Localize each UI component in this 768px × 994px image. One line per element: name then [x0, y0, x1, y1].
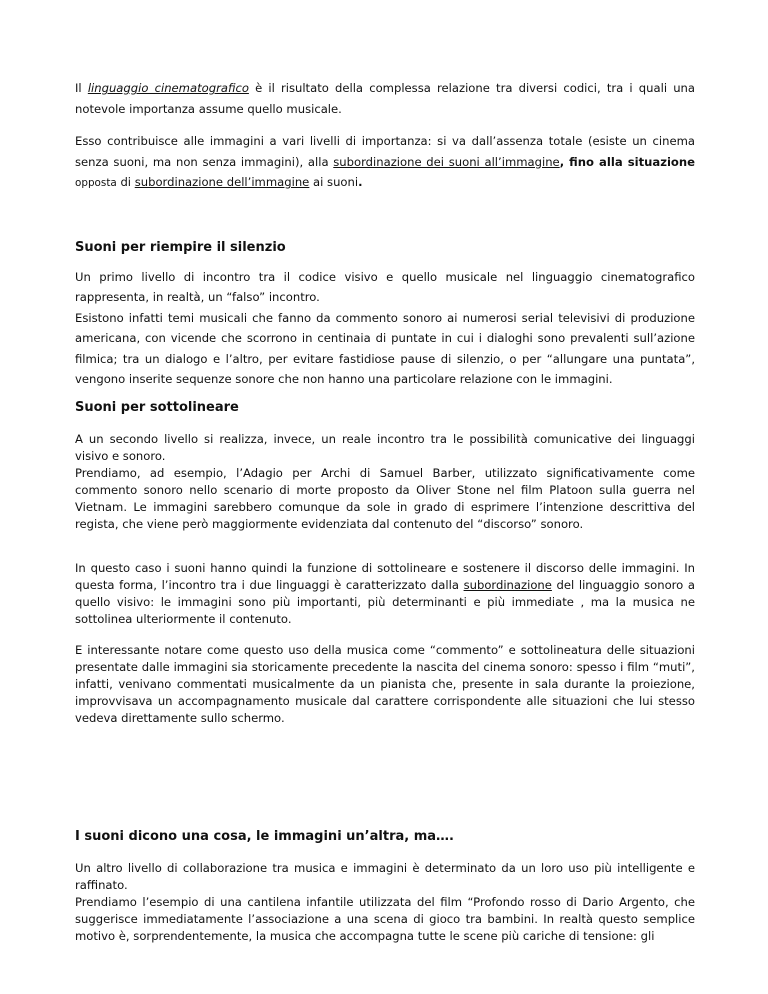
document-page	[75, 78, 695, 945]
section2-paragraph-2: Prendiamo, ad esempio, l’Adagio per Archi di Samuel Barber, utilizzato significativamente come commento sonoro nello scenario di morte proposto da Oliver Stone nel film Platoon sulla guerra nel Vietnam. Le immagini sarebbero comunque da sole in grado di esprimere l’intenzione descrittiva del regista, che viene però maggiormente evidenziata dal contenuto del “discorso” sonoro.	[75, 465, 695, 531]
section3-paragraph-1: Un altro livello di collaborazione tra musica e immagini è determinato da un loro uso più intelligente e raffinato.	[75, 860, 695, 892]
term-subordinazione-suoni: subordinazione dei suoni all’immagine	[333, 154, 560, 169]
section2-paragraph-3: In questo caso i suoni hanno quindi la funzione di sottolineare e sostenere il discorso delle immagini. In questa forma, l’incontro tra i due linguaggi è caratterizzato dalla subordinazione del linguaggio sonoro a quello visivo: le immagini sono più importanti, più determinanti e più immediate , ma la musica ne sottolinea ulteriormente il contenuto.	[75, 560, 695, 626]
intro-paragraph-2: Esso contribuisce alle immagini a vari livelli di importanza: si va dall’assenza totale (esiste un cinema senza suoni, ma non senza immagini), alla subordinazione dei suoni all’immagine, fino alla situazione opposta di subordinazione dell’immagine ai suoni.	[75, 134, 696, 189]
section1-paragraph-1: Un primo livello di incontro tra il codice visivo e quello musicale nel linguaggio cinematografico rappresenta, in realtà, un “falso” incontro.	[75, 269, 695, 304]
section-heading-suoni-dicono: I suoni dicono una cosa, le immagini un’altra, ma….	[75, 828, 454, 844]
section3-paragraph-2: Prendiamo l’esempio di una cantilena infantile utilizzata del film “Profondo rosso di Dario Argento, che suggerisce immediatamente l’associazione a una scena di gioco tra bambini. In realtà questo semplice motivo è, sorprendentemente, la musica che accompagna tutte le scene più cariche di tensione: gli	[75, 894, 695, 943]
section-heading-sottolineare: Suoni per sottolineare	[75, 399, 239, 415]
section2-paragraph-4: E interessante notare come questo uso della musica come “commento” e sottolineatura delle situazioni presentate dalle immagini sia storicamente precedente la nascita del cinema sonoro: spesso i film “muti”, infatti, venivano commentati musicalmente da un pianista che, presente in sala durante la proiezione, improvvisava un accompagnamento musicale dal carattere corrispondente alle situazioni che lui stesso vedeva direttamente sullo schermo.	[75, 642, 695, 725]
term-subordinazione-immagine: subordinazione dell’immagine	[134, 175, 310, 189]
term-linguaggio-cinematografico: linguaggio cinematografico	[87, 81, 249, 95]
section2-paragraph-1: A un secondo livello si realizza, invece, un reale incontro tra le possibilità comunicative dei linguaggi visivo e sonoro.	[75, 431, 695, 463]
term-subordinazione: subordinazione	[463, 577, 552, 592]
section-heading-silenzio: Suoni per riempire il silenzio	[75, 239, 286, 255]
section1-paragraph-2: Esistono infatti temi musicali che fanno da commento sonoro ai numerosi serial televisivi di produzione americana, con vicende che scorrono in centinaia di puntate in cui i dialoghi sono prevalenti sull’azione filmica; tra un dialogo e l’altro, per evitare fastidiose pause di silenzio, o per “allungare una puntata”, vengono inserite sequenze sonore che non hanno una particolare relazione con le immagini.	[75, 310, 695, 386]
intro-paragraph-1: Il linguaggio cinematografico è il risultato della complessa relazione tra diversi codici, tra i quali una notevole importanza assume quello musicale.	[75, 81, 696, 116]
